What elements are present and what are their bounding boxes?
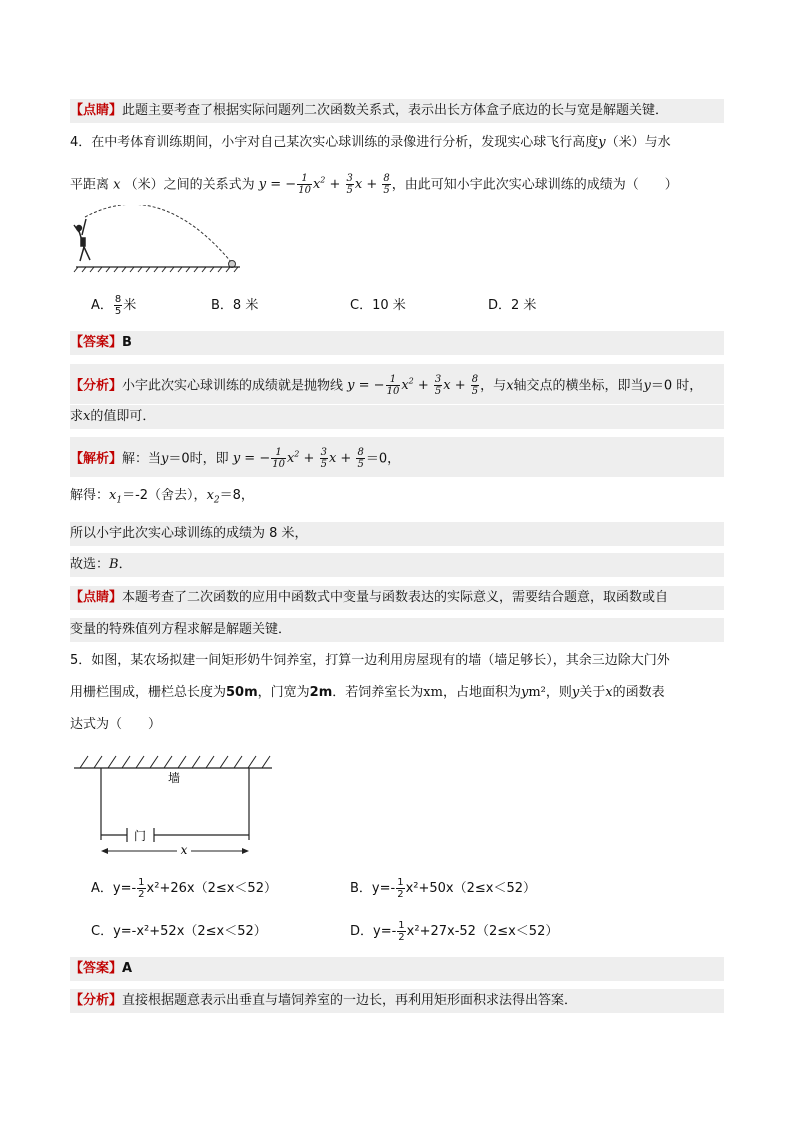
q5-text-2f: 关于 (579, 685, 606, 700)
q4-answer-row (70, 331, 724, 355)
q5-option-b-post: x²+50x（2≤x＜52） (405, 881, 537, 896)
q5-ym: y (520, 685, 529, 700)
q5-text-2c: ．若饲养室长为 (332, 685, 424, 700)
q5-option-d[interactable]: D．y=- $\frac{1}{2}$ x²+27x-52（2≤x＜52） (350, 920, 559, 943)
q4-line2 (70, 166, 724, 200)
q5-text-2d: ，占地面积为 (442, 685, 521, 700)
solve-text-3: ＝8， (219, 488, 254, 503)
q4-text-1-end: （米）与水 (605, 135, 671, 150)
analysis-text-5: 求 (70, 409, 84, 424)
q4-solution-row: 【解析】解：当y＝0时，即 y = − $\frac{1}{10}$ $x^2$ + $\frac{3}{5}$ x + $\frac{8}{5}$ ＝0， (70, 437, 724, 477)
q5-xm: xm (423, 685, 443, 700)
point-tag-2: 【点睛】 (70, 590, 123, 605)
q4-formula: y = − $\frac{1}{10}$ $x^2$ + $\frac{3}{5}$ x + $\frac{8}{5}$ (258, 173, 390, 197)
q5-option-d-pre: D．y=- (350, 924, 397, 939)
answer-value: B (122, 335, 132, 350)
answer-tag: 【答案】 (70, 335, 123, 350)
q4-point-row2: 变量的特殊值列方程求解是解题关键． (70, 618, 724, 642)
q5-answer-row (70, 957, 724, 981)
arrow-right-icon (242, 848, 249, 854)
q4-option-a-unit: 米 (123, 298, 137, 313)
thrower-icon (74, 219, 90, 261)
q5-figure (74, 752, 274, 857)
choice-value: B (109, 557, 119, 572)
q4-y-var: y (598, 135, 606, 150)
solution-text-2: ＝0时，即 (168, 451, 229, 467)
q4-point-row1 (70, 586, 724, 610)
q5-line3: 达式为（ ） (70, 717, 162, 732)
q4-text-1: 4．在中考体育训练期间，小宇对自己某次实心球训练的录像进行分析，发现实心球飞行高度 (70, 135, 599, 150)
q4-option-b[interactable]: B．8 米 (211, 298, 259, 313)
q5-option-a[interactable]: A．y=- $\frac{1}{2}$ x²+26x（2≤x＜52） (91, 877, 277, 900)
analysis-tag: 【分析】 (70, 378, 123, 394)
choice-prefix: 故选： (70, 557, 110, 572)
q5-option-b[interactable]: B．y=- $\frac{1}{2}$ x²+50x（2≤x＜52） (350, 877, 537, 900)
q4-analysis-row2: 求x的值即可． (70, 405, 724, 429)
q5-text-2e: ，则 (545, 685, 572, 700)
solution-text-3: ＝0， (365, 451, 401, 467)
q5-option-b-pre: B．y=- (350, 881, 396, 896)
q4-text-2b: （米）之间的关系式为 (124, 177, 255, 193)
analysis-text-1: 小宇此次实心球训练的成绩就是抛物线 (122, 378, 344, 394)
arrow-left-icon (101, 848, 108, 854)
q4-conclusion-row: 所以小宇此次实心球训练的成绩为 8 米， (70, 522, 724, 546)
solve-text-2: ＝-2（舍去）， (122, 488, 207, 503)
solve-text-1: 解得： (70, 488, 110, 503)
q4-option-a-den: 5 (114, 306, 122, 317)
analysis-text-3: 轴交点的横坐标，即当 (513, 378, 644, 394)
analysis-text-q5: 直接根据题意表示出垂直与墙饲养室的一边长，再利用矩形面积求法得出答案． (122, 993, 578, 1008)
x-label: x (180, 843, 188, 857)
q4-line1 (70, 131, 724, 155)
q4-option-a-label: A． (91, 298, 113, 313)
analysis-text-6: 的值即可． (90, 409, 156, 424)
q4-text-2a: 平距离 (70, 177, 110, 193)
q5-fence-length: 50m (226, 685, 258, 700)
point-text: 此题主要考查了根据实际问题列二次函数关系式，表示出长方体盒子底边的长与宽是解题关键． (122, 103, 669, 118)
q5-text-2g: 的函数表 (612, 685, 665, 700)
q4-figure (70, 205, 245, 275)
solution-text-1: 解：当 (122, 451, 162, 467)
q4-option-d[interactable]: D．2 米 (488, 298, 537, 313)
q5-door-width: 2m (309, 685, 333, 700)
parabola-path (85, 205, 232, 263)
prev-point-row (70, 99, 724, 123)
q5-option-c[interactable]: C．y=-x²+52x（2≤x＜52） (91, 924, 267, 939)
q5-line2: 用栅栏围成，栅栏总长度为50m，门宽为2m．若饲养室长为xm，占地面积为ym²，则y关于x的函数表 (70, 685, 665, 700)
wall-label: 墙 (167, 771, 181, 785)
q5-m2: m² (528, 685, 546, 700)
q5-line1: 5．如图，某农场拟建一间矩形奶牛饲养室，打算一边利用房屋现有的墙（墙足够长），其余三边除大门外 (70, 653, 670, 668)
q4-analysis-row1: 【分析】小宇此次实心球训练的成绩就是抛物线 y = − $\frac{1}{10}$ $x^2$ + $\frac{3}{5}$ x + $\frac{8}{5}$ ，与x轴交点的横坐标，即当y＝0 时， (70, 364, 724, 404)
point-text-1: 本题考查了二次函数的应用中函数式中变量与函数表达的实际意义，需要结合题意，取函数或自 (122, 590, 669, 605)
q5-text-2b: ，门宽为 (257, 685, 310, 700)
door-label: 门 (133, 829, 147, 843)
analysis-text-4: ＝0 时， (650, 378, 703, 394)
q5-option-a-post: x²+26x（2≤x＜52） (146, 881, 277, 896)
q5-option-a-pre: A．y=- (91, 881, 137, 896)
q5-text-2a: 用栅栏围成，栅栏总长度为 (70, 685, 227, 700)
q4-option-a-num: 8 (114, 294, 122, 305)
q4-option-c[interactable]: C．10 米 (350, 298, 406, 313)
analysis-text-2: ，与 (480, 378, 507, 394)
point-tag: 【点睛】 (70, 103, 123, 118)
answer-value-2: A (122, 961, 133, 976)
q4-x-var: x (113, 177, 121, 193)
q5-analysis-row (70, 989, 724, 1013)
solution-formula: y = − $\frac{1}{10}$ $x^2$ + $\frac{3}{5}$ x + $\frac{8}{5}$ (232, 447, 364, 471)
q4-option-a[interactable] (91, 294, 136, 318)
wall-hatch (80, 756, 270, 768)
q5-option-d-post: x²+27x-52（2≤x＜52） (406, 924, 559, 939)
analysis-tag-2: 【分析】 (70, 993, 123, 1008)
answer-tag-2: 【答案】 (70, 961, 123, 976)
analysis-formula: y = − $\frac{1}{10}$ $x^2$ + $\frac{3}{5}$ x + $\frac{8}{5}$ (347, 374, 479, 398)
ground-hatch (74, 267, 238, 272)
q4-text-2c: ，由此可知小宇此次实心球训练的成绩为（ ） (391, 177, 678, 193)
q4-solve-row: 解得：$x_1=-2$（舍去），$x_2=8$， (70, 488, 254, 506)
solution-tag: 【解析】 (70, 451, 123, 467)
q4-choice-row: 故选：B． (70, 553, 724, 577)
